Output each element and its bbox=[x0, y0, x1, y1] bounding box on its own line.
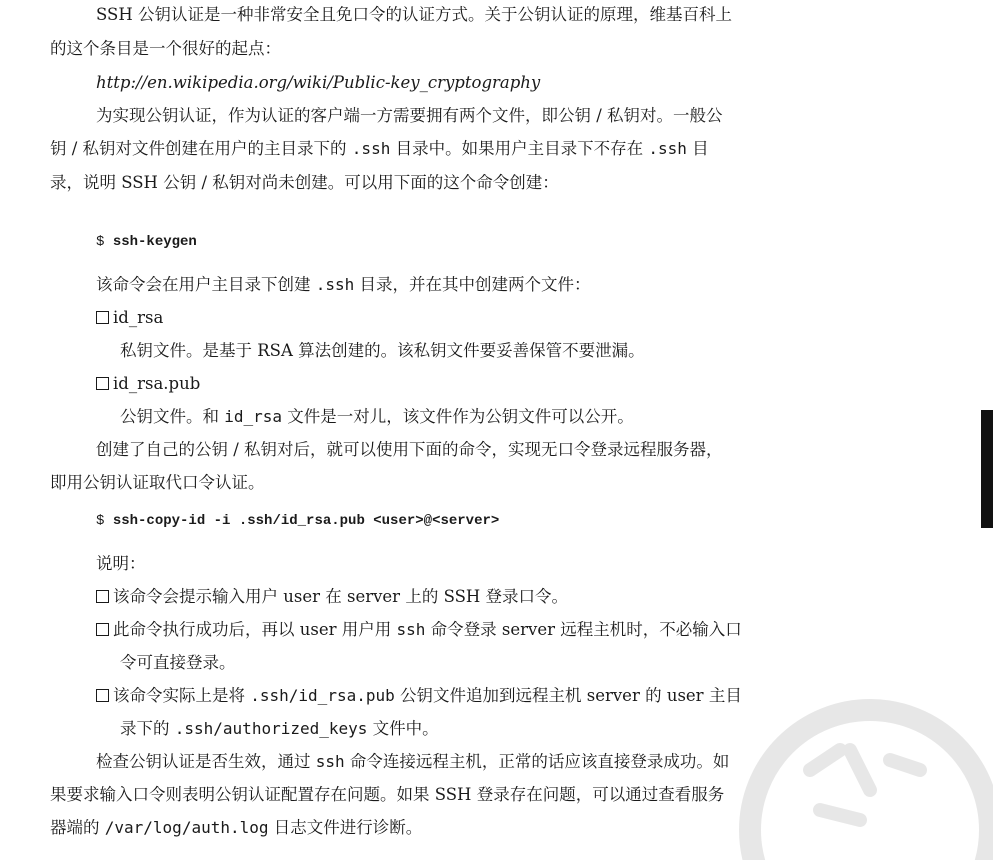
checkbox-bullet-icon bbox=[96, 689, 109, 702]
para1-line1: SSH 公钥认证是一种非常安全且免口令的认证方式。关于公钥认证的原理，维基百科上 bbox=[96, 5, 732, 24]
watermark-seal bbox=[700, 680, 993, 860]
wikipedia-url: http://en.wikipedia.org/wiki/Public-key_cryptography bbox=[96, 73, 541, 92]
para4-line1: 创建了自己的公钥 / 私钥对后，就可以使用下面的命令，实现无口令登录远程服务器， bbox=[96, 440, 723, 459]
note-item-1: 该命令会提示输入用户 user 在 server 上的 SSH 登录口令。 bbox=[96, 586, 568, 608]
note-item-3-cont: 录下的 .ssh/authorized_keys 文件中。 bbox=[120, 719, 439, 738]
para2-line1: 为实现公钥认证，作为认证的客户端一方需要拥有两个文件，即公钥 / 私钥对。一般公 bbox=[96, 106, 723, 125]
page-edge-tab bbox=[981, 410, 993, 528]
note-item-2-cont: 令可直接登录。 bbox=[120, 653, 236, 672]
para2-line2: 钥 / 私钥对文件创建在用户的主目录下的 .ssh 目录中。如果用户主目录下不存在 .ssh 目 bbox=[50, 139, 709, 158]
note-item-3: 该命令实际上是将 .ssh/id_rsa.pub 公钥文件追加到远程主机 server 的 user 主目 bbox=[96, 685, 742, 707]
para3: 该命令会在用户主目录下创建 .ssh 目录，并在其中创建两个文件： bbox=[96, 275, 591, 294]
checkbox-bullet-icon bbox=[96, 311, 109, 324]
para5-line1: 检查公钥认证是否生效，通过 ssh 命令连接远程主机，正常的话应该直接登录成功。如 bbox=[96, 752, 730, 771]
para2-line3: 录，说明 SSH 公钥 / 私钥对尚未创建。可以用下面的这个命令创建： bbox=[50, 173, 559, 192]
file-desc-id-rsa-pub: 公钥文件。和 id_rsa 文件是一对儿，该文件作为公钥文件可以公开。 bbox=[120, 407, 634, 426]
command-ssh-keygen: $ ssh-keygen bbox=[96, 234, 197, 250]
file-item-id-rsa-pub: id_rsa.pub bbox=[96, 373, 200, 395]
para5-line3: 器端的 /var/log/auth.log 日志文件进行诊断。 bbox=[50, 818, 423, 837]
command-ssh-copy-id: $ ssh-copy-id -i .ssh/id_rsa.pub <user>@<server> bbox=[96, 513, 500, 529]
notes-heading: 说明： bbox=[96, 554, 146, 573]
para1-line2: 的这个条目是一个很好的起点： bbox=[50, 39, 281, 58]
file-item-id-rsa: id_rsa bbox=[96, 307, 163, 329]
note-item-2: 此命令执行成功后，再以 user 用户用 ssh 命令登录 server 远程主机时，不必输入口 bbox=[96, 619, 742, 641]
checkbox-bullet-icon bbox=[96, 377, 109, 390]
checkbox-bullet-icon bbox=[96, 623, 109, 636]
file-desc-id-rsa: 私钥文件。是基于 RSA 算法创建的。该私钥文件要妥善保管不要泄漏。 bbox=[120, 341, 645, 360]
para4-line2: 即用公钥认证取代口令认证。 bbox=[50, 473, 265, 492]
para5-line2: 果要求输入口令则表明公钥认证配置存在问题。如果 SSH 登录存在问题，可以通过查看服务 bbox=[50, 785, 725, 804]
checkbox-bullet-icon bbox=[96, 590, 109, 603]
